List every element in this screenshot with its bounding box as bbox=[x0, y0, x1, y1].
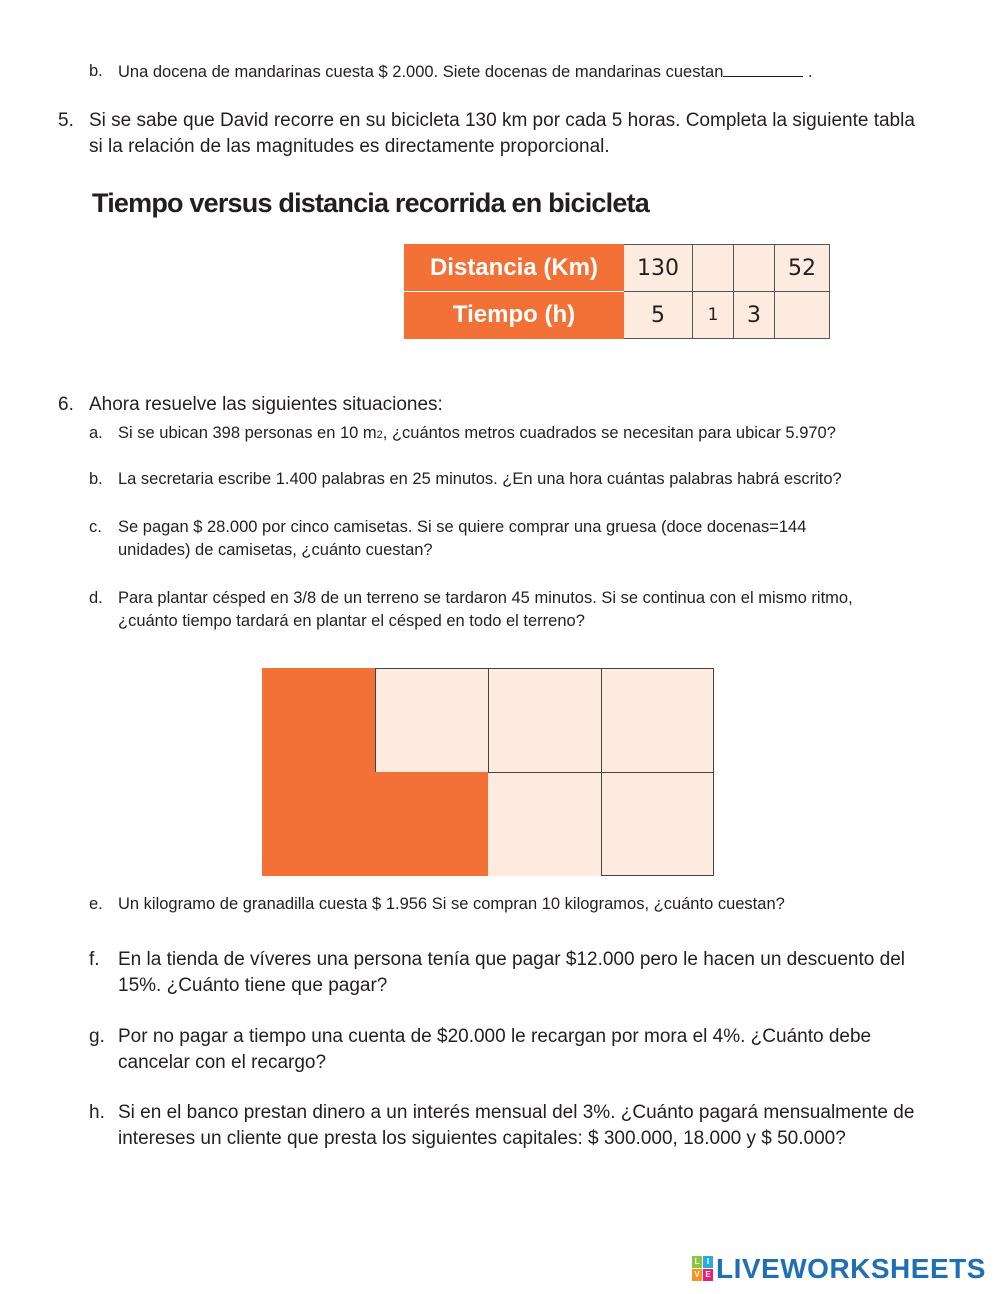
table-row-distance bbox=[405, 245, 830, 292]
q6f-letter: f. bbox=[89, 949, 100, 970]
q6b-text: La secretaria escribe 1.400 palabras en 25 minutos. ¿En una hora cuántas palabras habrá escrito? bbox=[118, 470, 842, 488]
answer-blank[interactable] bbox=[723, 62, 803, 77]
q6a-post: , ¿cuántos metros cuadrados se necesitan para ubicar 5.970? bbox=[382, 424, 836, 442]
time-cell-2: 1 bbox=[693, 292, 734, 339]
q6g-letter: g. bbox=[89, 1026, 105, 1047]
distance-cell-3[interactable] bbox=[734, 245, 775, 292]
time-cell-3: 3 bbox=[734, 292, 775, 339]
time-cell-4[interactable] bbox=[775, 292, 830, 339]
table-row-time bbox=[405, 292, 830, 339]
distance-cell-2[interactable] bbox=[693, 245, 734, 292]
q6a-letter: a. bbox=[89, 424, 103, 442]
grid-cell-empty bbox=[375, 668, 488, 772]
q6c-line1: Se pagan $ 28.000 por cinco camisetas. Si se quiere comprar una gruesa (doce docenas=144 bbox=[118, 518, 807, 536]
q6h-letter: h. bbox=[89, 1102, 105, 1123]
distance-time-table bbox=[404, 244, 830, 339]
item-b-letter: b. bbox=[89, 62, 103, 80]
q6h-line1: Si en el banco prestan dinero a un interés mensual del 3%. ¿Cuánto pagará mensualmente de bbox=[118, 1102, 915, 1123]
q6g-line2: cancelar con el recargo? bbox=[118, 1052, 327, 1073]
q5-line1: Si se sabe que David recorre en su bicicleta 130 km por cada 5 horas. Completa la siguiente tabla bbox=[89, 110, 915, 131]
q6c-line2: unidades) de camisetas, ¿cuánto cuestan? bbox=[118, 541, 433, 559]
logo-mark-i: I bbox=[703, 1256, 713, 1268]
q6e-text: Un kilogramo de granadilla cuesta $ 1.956 Si se compran 10 kilogramos, ¿cuánto cuestan? bbox=[118, 895, 785, 913]
q6d-line1: Para plantar césped en 3/8 de un terreno se tardaron 45 minutos. Si se continua con el mismo ritmo, bbox=[118, 589, 853, 607]
q6f-line2: 15%. ¿Cuánto tiene que pagar? bbox=[118, 975, 388, 996]
q6d-letter: d. bbox=[89, 589, 103, 607]
grid-cell-empty bbox=[601, 668, 714, 772]
q6g-line1: Por no pagar a tiempo una cuenta de $20.000 le recargan por mora el 4%. ¿Cuánto debe bbox=[118, 1026, 872, 1047]
distance-cell-1: 130 bbox=[624, 245, 693, 292]
item-b-text bbox=[118, 62, 813, 82]
item-b-question: Una docena de mandarinas cuesta $ 2.000. Siete docenas de mandarinas cuestan bbox=[118, 63, 724, 81]
q5-number: 5. bbox=[58, 110, 74, 131]
q6h-line2: intereses un cliente que presta los siguientes capitales: $ 300.000, 18.000 y $ 50.000? bbox=[118, 1128, 846, 1149]
item-b-end: . bbox=[803, 63, 813, 81]
grid-cell-empty bbox=[488, 772, 601, 876]
q6-intro: Ahora resuelve las siguientes situaciones: bbox=[89, 394, 443, 415]
row-label-time: Tiempo (h) bbox=[405, 292, 624, 339]
q5-line2: si la relación de las magnitudes es directamente proporcional. bbox=[89, 136, 610, 157]
grid-cell-shaded bbox=[262, 772, 375, 876]
q6b-letter: b. bbox=[89, 470, 103, 488]
q6e-letter: e. bbox=[89, 895, 103, 913]
q6a-sub: 2 bbox=[376, 429, 383, 441]
q6a-pre: Si se ubican 398 personas en 10 m bbox=[118, 424, 377, 442]
logo-text: LIVEWORKSHEETS bbox=[716, 1253, 986, 1284]
q6c-letter: c. bbox=[89, 518, 102, 536]
q6-number: 6. bbox=[58, 394, 74, 415]
q6f-line1: En la tienda de víveres una persona tenía que pagar $12.000 pero le hacen un descuento del bbox=[118, 949, 905, 970]
logo-mark-v: V bbox=[692, 1269, 702, 1281]
logo-mark-l: L bbox=[692, 1256, 702, 1268]
fraction-grid bbox=[262, 668, 714, 876]
grid-cell-shaded bbox=[262, 668, 375, 772]
table-title: Tiempo versus distancia recorrida en bicicleta bbox=[92, 188, 649, 218]
time-cell-1: 5 bbox=[624, 292, 693, 339]
distance-cell-4: 52 bbox=[775, 245, 830, 292]
logo-mark-e: E bbox=[703, 1269, 713, 1281]
q6a-text bbox=[118, 424, 836, 443]
logo-mark-icon bbox=[692, 1256, 714, 1282]
grid-cell-empty bbox=[488, 668, 601, 772]
liveworksheets-logo bbox=[692, 1254, 986, 1284]
grid-cell-shaded bbox=[375, 772, 488, 876]
row-label-distance: Distancia (Km) bbox=[405, 245, 624, 292]
q6d-line2: ¿cuánto tiempo tardará en plantar el césped en todo el terreno? bbox=[118, 612, 585, 630]
grid-cell-empty bbox=[601, 772, 714, 876]
